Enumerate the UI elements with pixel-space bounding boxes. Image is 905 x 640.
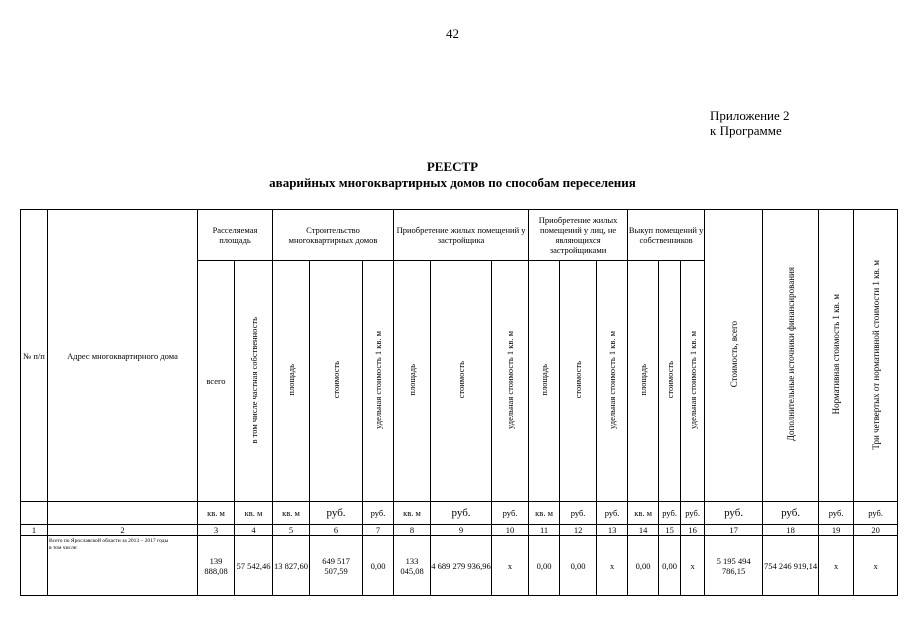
appendix-line-1: Приложение 2: [710, 108, 790, 123]
unit-cell: руб.: [681, 502, 705, 525]
col-number: 6: [310, 525, 363, 536]
header-extra-sources: Дополнительные источники финансирования: [763, 210, 819, 502]
unit-cell: кв. м: [273, 502, 310, 525]
document-title: [0, 159, 905, 191]
data-cell: 0,00: [560, 536, 597, 596]
header-buyout-cost: стоимость: [659, 261, 681, 502]
unit-cell: руб.: [492, 502, 529, 525]
data-cell: 649 517 507,59: [310, 536, 363, 596]
data-cell: 133 045,08: [394, 536, 431, 596]
col-number: 20: [854, 525, 898, 536]
col-number: 4: [235, 525, 273, 536]
col-number: 13: [597, 525, 628, 536]
unit-cell: кв. м: [394, 502, 431, 525]
unit-cell: кв. м: [628, 502, 659, 525]
header-three-quarters: Три четвертых от нормативной стоимости 1 кв. м: [854, 210, 898, 502]
header-nondeveloper-group: Приобретение жилых помещений у лиц, не являющихся застройщиками: [529, 210, 628, 261]
header-dev-unit: удельная стоимость 1 кв. м: [492, 261, 529, 502]
col-number: 16: [681, 525, 705, 536]
header-nondev-unit: удельная стоимость 1 кв. м: [597, 261, 628, 502]
data-cell: 4 689 279 936,96: [431, 536, 492, 596]
data-cell: 0,00: [628, 536, 659, 596]
data-cell: 57 542,46: [235, 536, 273, 596]
col-number: 14: [628, 525, 659, 536]
header-no: № п/п: [21, 210, 48, 502]
header-build-unit: удельная стоимость 1 кв. м: [363, 261, 394, 502]
header-private: в том числе частная собственность: [235, 261, 273, 502]
col-number: 19: [819, 525, 854, 536]
unit-cell: руб.: [363, 502, 394, 525]
data-cell: 139 888,08: [198, 536, 235, 596]
col-number: 18: [763, 525, 819, 536]
data-cell: 0,00: [529, 536, 560, 596]
col-number: 15: [659, 525, 681, 536]
unit-cell: руб.: [819, 502, 854, 525]
col-number: 7: [363, 525, 394, 536]
data-cell: х: [492, 536, 529, 596]
unit-cell: руб.: [659, 502, 681, 525]
header-dev-area: площадь: [394, 261, 431, 502]
data-cell-no: [21, 536, 48, 596]
col-number: 8: [394, 525, 431, 536]
header-total-cost: Стоимость, всего: [705, 210, 763, 502]
header-nondev-cost: стоимость: [560, 261, 597, 502]
unit-cell: кв. м: [235, 502, 273, 525]
page-number: 42: [446, 26, 459, 41]
data-cell-address: [48, 536, 198, 596]
header-build-cost: стоимость: [310, 261, 363, 502]
data-cell: 0,00: [363, 536, 394, 596]
unit-cell: руб.: [705, 502, 763, 525]
data-cell: 754 246 919,14: [763, 536, 819, 596]
registry-table: [20, 209, 898, 596]
data-cell: 5 195 494 786,15: [705, 536, 763, 596]
data-cell: х: [819, 536, 854, 596]
col-number: 1: [21, 525, 48, 536]
data-cell: х: [597, 536, 628, 596]
header-nondev-area: площадь: [529, 261, 560, 502]
header-buyout-unit: удельная стоимость 1 кв. м: [681, 261, 705, 502]
unit-cell: кв. м: [198, 502, 235, 525]
appendix-label: [710, 108, 790, 138]
unit-cell: руб.: [763, 502, 819, 525]
unit-cell: руб.: [310, 502, 363, 525]
col-number: 11: [529, 525, 560, 536]
col-number: 9: [431, 525, 492, 536]
header-build-group: Строительство многоквартирных домов: [273, 210, 394, 261]
address-text: Всего по Ярославской области за 2013 – 2017 годы: [49, 538, 169, 544]
appendix-line-2: к Программе: [710, 123, 782, 138]
header-area-group: Расселяемая площадь: [198, 210, 273, 261]
header-buyout-group: Выкуп помещений у собственников: [628, 210, 705, 261]
unit-cell: [21, 502, 48, 525]
header-address: Адрес многоквартирного дома: [48, 210, 198, 502]
header-group-row: [21, 210, 898, 261]
unit-cell: руб.: [560, 502, 597, 525]
title-line-2: аварийных многоквартирных домов по способам переселения: [269, 175, 636, 190]
col-number: 12: [560, 525, 597, 536]
col-number: 17: [705, 525, 763, 536]
col-number: 10: [492, 525, 529, 536]
col-number: 2: [48, 525, 198, 536]
column-numbers-row: [21, 525, 898, 536]
header-build-area: площадь: [273, 261, 310, 502]
unit-cell: руб.: [431, 502, 492, 525]
units-row: [21, 502, 898, 525]
unit-cell: руб.: [597, 502, 628, 525]
header-all: всего: [198, 261, 235, 502]
col-number: 3: [198, 525, 235, 536]
data-cell: 13 827,60: [273, 536, 310, 596]
address-subtext: в том числе:: [49, 544, 78, 551]
data-cell: 0,00: [659, 536, 681, 596]
unit-cell: руб.: [854, 502, 898, 525]
title-line-1: РЕЕСТР: [426, 159, 479, 174]
unit-cell: [48, 502, 198, 525]
col-number: 5: [273, 525, 310, 536]
data-cell: х: [854, 536, 898, 596]
header-dev-cost: стоимость: [431, 261, 492, 502]
header-buyout-area: площадь: [628, 261, 659, 502]
unit-cell: кв. м: [529, 502, 560, 525]
header-norm-cost: Нормативная стоимость 1 кв. м: [819, 210, 854, 502]
data-cell: х: [681, 536, 705, 596]
header-developer-group: Приобретение жилых помещений у застройщика: [394, 210, 529, 261]
table-row: [21, 536, 898, 596]
